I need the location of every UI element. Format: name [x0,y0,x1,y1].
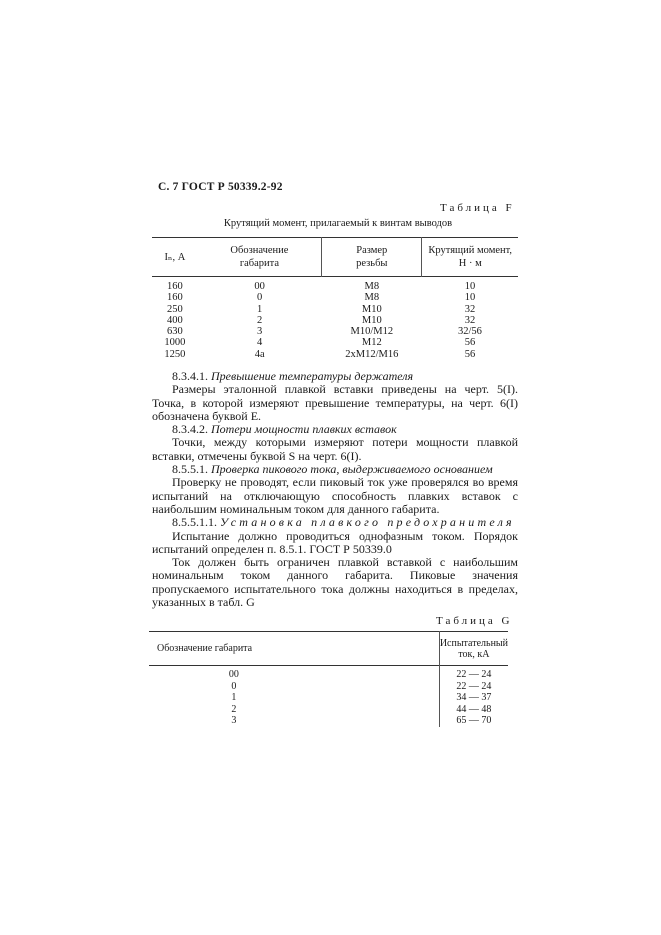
section-heading [152,423,518,436]
table-g-header-row [149,632,508,666]
cell-thread: М12 [361,337,382,349]
cell-test-current: 44 — 48 [439,704,508,716]
cell-test-current: 65 — 70 [439,715,508,727]
cell-current: 160 [167,281,183,292]
table-row [152,326,518,337]
cell-torque: 32 [464,303,476,315]
table-row [152,337,518,348]
cell-current: 1000 [164,337,186,349]
cell-size: 4а [254,348,265,360]
cell-current: 630 [167,326,183,338]
table-f-header-thread-line1: Размер [356,245,388,256]
table-f [152,237,518,360]
table-f-header-thread-line2: резьбы [356,258,388,269]
cell-size: 1 [257,303,263,315]
cell-test-current: 22 — 24 [439,666,508,681]
table-f-header-size-line2: габарита [239,258,280,269]
cell-current: 160 [167,292,183,304]
table-row [152,277,518,293]
table-g [149,631,508,727]
cell-torque: 32 [464,314,476,326]
section-title: Проверка пикового тока, выдерживаемого основанием [211,462,493,477]
table-f-header-row [152,238,518,277]
cell-thread: М10 [361,303,382,315]
table-g-label: Таблица G [436,615,513,627]
table-row [152,349,518,360]
table-f-header-thread [322,238,422,277]
table-g-body [149,666,508,727]
table-f-header-torque-line1: Крутящий момент, [428,245,513,256]
table-row [149,704,508,716]
table-row [152,292,518,303]
table-f-label: Таблица F [440,202,515,214]
cell-torque: 56 [464,348,476,360]
cell-thread: М10 [361,314,382,326]
cell-current: 250 [167,303,183,315]
cell-size: 0 [257,292,263,304]
cell-size: 0 [231,680,237,692]
table-f-header-torque-line2: Н · м [458,258,482,269]
section-number: 8.5.5.1.1. [172,515,217,530]
paragraph: Испытание должно проводиться однофазным током. Порядок испытаний определен п. 8.5.1. ГОСТ Р 50339.0 [152,528,518,556]
cell-test-current: 34 — 37 [439,692,508,704]
section-title: Превышение температуры держателя [211,369,414,383]
table-f-header-torque [422,238,518,277]
section-title: Потери мощности плавких вставок [211,422,397,437]
section-number: 8.5.5.1. [172,462,208,477]
cell-size: 1 [231,692,237,704]
cell-current: 400 [167,314,183,326]
paragraph: Размеры эталонной плавкой вставки приведены на черт. 5(I). Точка, в которой измеряют превышение температуры, на черт. 6(I) обозначена буквой E. [152,382,518,423]
cell-torque: 32/56 [458,326,482,338]
table-row [152,315,518,326]
cell-thread: М8 [364,292,380,304]
section-heading [152,463,518,476]
table-g-header-size: Обозначение габарита [157,643,253,654]
table-row [149,666,508,681]
cell-torque: 10 [464,292,476,304]
cell-test-current: 22 — 24 [439,681,508,693]
table-row [149,692,508,704]
section-heading [152,370,518,383]
cell-size: 00 [254,281,265,292]
table-f-header-size-line1: Обозначение [230,245,289,256]
table-row [152,304,518,315]
section-title: Установка плавкого предохранителя [220,515,515,530]
cell-size: 3 [231,715,237,727]
table-f-title: Крутящий момент, прилагаемый к винтам выводов [223,218,453,229]
cell-torque: 56 [464,337,476,349]
body-text [152,370,518,609]
cell-size: 2 [257,314,263,326]
cell-size: 2 [231,703,237,715]
page-header: С. 7 ГОСТ Р 50339.2-92 [158,181,283,193]
cell-size: 00 [228,669,239,680]
cell-torque: 10 [464,281,476,292]
cell-thread: М8 [364,281,380,292]
paragraph: Точки, между которыми измеряют потери мощности плавкой вставки, отмечены буквой S на черт. 6(I). [152,435,518,463]
table-g-header-current: Испытательный ток, кА [439,632,508,666]
paragraph: Ток должен быть ограничен плавкой вставкой с наибольшим номинальным током данного габарита. Пиковые значения пропускаемого испытательного тока должны находиться в пределах, указанных в табл. G [152,555,518,610]
table-f-header-current: Iₙ, А [164,251,186,263]
cell-thread: 2хМ12/М16 [345,348,399,360]
cell-size: 3 [257,326,263,338]
cell-current: 1250 [164,348,186,360]
paragraph: Проверку не проводят, если пиковый ток уже проверялся во время испытаний на отключающую способность плавких вставок с наибольшим номинальным током для данного габарита. [152,475,518,516]
section-number: 8.3.4.2. [172,422,208,437]
table-f-header-size [198,238,322,277]
section-number: 8.3.4.1. [172,369,208,383]
table-row [149,715,508,727]
cell-size: 4 [257,337,263,349]
section-heading [152,516,518,529]
table-row [149,681,508,693]
table-f-body [152,277,518,361]
cell-thread: М10/М12 [350,326,394,338]
